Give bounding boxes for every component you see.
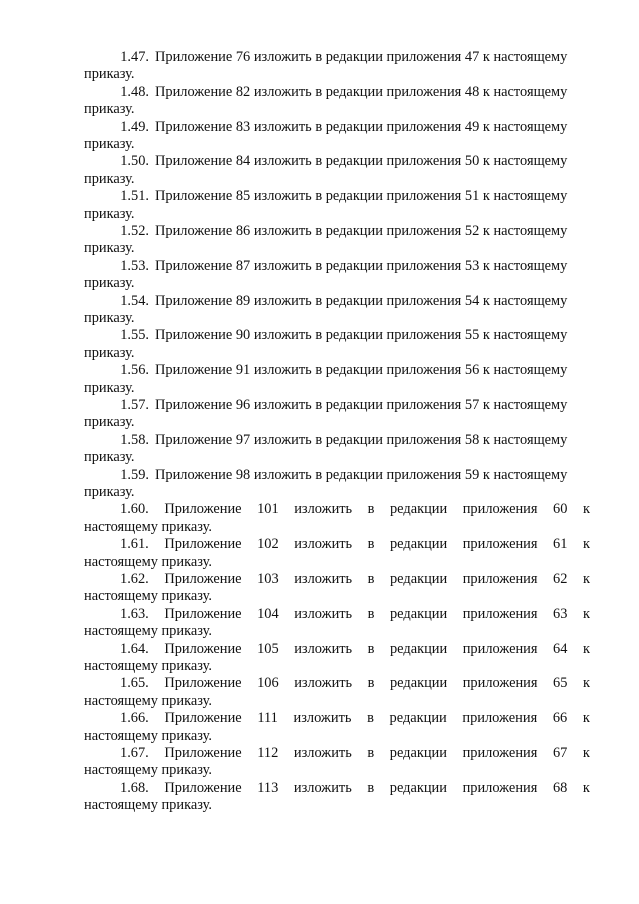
item-number: 1.61. (120, 536, 149, 553)
item-word: Приложение (164, 779, 242, 796)
item-word: 101 (257, 501, 279, 518)
item-text: Приложение 83 изложить в редакции приложения 49 к настоящему (155, 118, 568, 135)
order-items-list (84, 49, 590, 815)
item-first-line (84, 188, 590, 205)
item-word: в (367, 744, 375, 761)
item-first-line (84, 362, 590, 379)
item-number: 1.53. (120, 257, 149, 274)
item-word: Приложение (164, 570, 242, 587)
item-word: в (367, 640, 375, 657)
item-word: в (367, 570, 375, 587)
item-first-line (84, 571, 590, 588)
item-number: 1.57. (120, 396, 149, 413)
item-word: Приложение (164, 501, 242, 518)
item-word: приложения (462, 640, 538, 657)
item-word: 105 (257, 640, 279, 657)
item-word: 112 (257, 744, 279, 761)
item-continuation: настоящему приказу. (84, 797, 212, 814)
list-item (84, 606, 590, 641)
item-word: 103 (257, 570, 279, 587)
item-number: 1.47. (120, 49, 149, 65)
item-word: к (582, 675, 590, 692)
item-first-line (84, 223, 590, 240)
item-text: Приложение 85 изложить в редакции приложения 51 к настоящему (155, 188, 568, 205)
item-word: 106 (257, 675, 279, 692)
item-word: приложения (462, 675, 538, 692)
item-first-line (84, 606, 590, 623)
item-word: к (582, 501, 590, 518)
item-continuation: настоящему приказу. (84, 727, 212, 744)
item-text: Приложение 90 изложить в редакции приложения 55 к настоящему (155, 327, 568, 344)
item-word: 113 (257, 779, 279, 796)
item-word: 60 (553, 501, 568, 518)
item-first-line (84, 641, 590, 658)
item-first-line (84, 501, 590, 518)
item-first-line (84, 153, 590, 170)
item-word: изложить (294, 605, 353, 622)
item-continuation: настоящему приказу. (84, 623, 212, 640)
item-word: изложить (294, 675, 353, 692)
item-text: Приложение 82 изложить в редакции приложения 48 к настоящему (155, 83, 568, 100)
item-word: изложить (294, 501, 353, 518)
item-word: в (367, 779, 375, 796)
item-word: редакции (389, 640, 448, 657)
list-item (84, 327, 590, 362)
item-word: Приложение (164, 536, 242, 553)
list-item (84, 780, 590, 815)
item-number: 1.48. (120, 83, 149, 100)
list-item (84, 536, 590, 571)
item-first-line (84, 675, 590, 692)
item-number: 1.67. (120, 744, 149, 761)
item-word: редакции (389, 570, 448, 587)
item-word: 62 (553, 570, 568, 587)
list-item (84, 119, 590, 154)
item-word: 66 (552, 710, 568, 727)
item-number: 1.63. (120, 605, 149, 622)
item-number: 1.58. (120, 431, 149, 448)
item-number: 1.50. (120, 153, 149, 170)
item-word: 68 (552, 779, 568, 796)
item-first-line (84, 536, 590, 553)
item-word: к (582, 536, 590, 553)
item-text: Приложение 86 изложить в редакции приложения 52 к настоящему (155, 222, 568, 239)
item-word: 102 (257, 536, 279, 553)
item-text: Приложение 84 изложить в редакции приложения 50 к настоящему (155, 153, 568, 170)
item-word: в (367, 605, 375, 622)
list-item (84, 362, 590, 397)
item-first-line (84, 467, 590, 484)
item-word: редакции (389, 501, 448, 518)
list-item (84, 467, 590, 502)
item-word: в (367, 675, 375, 692)
item-continuation: приказу. (84, 275, 135, 292)
item-continuation: приказу. (84, 344, 135, 361)
item-continuation: приказу. (84, 483, 135, 500)
item-word: к (582, 744, 590, 761)
item-word: изложить (294, 570, 353, 587)
item-word: приложения (462, 779, 538, 796)
item-first-line (84, 710, 590, 727)
item-continuation: настоящему приказу. (84, 762, 212, 779)
item-word: приложения (462, 710, 538, 727)
item-number: 1.65. (120, 675, 149, 692)
item-first-line (84, 119, 590, 136)
item-continuation: приказу. (84, 449, 135, 466)
list-item (84, 745, 590, 780)
item-word: к (582, 605, 590, 622)
item-first-line (84, 432, 590, 449)
item-first-line (84, 84, 590, 101)
item-word: приложения (462, 501, 538, 518)
item-number: 1.64. (120, 640, 149, 657)
item-word: 111 (257, 710, 278, 727)
item-word: изложить (293, 779, 352, 796)
item-number: 1.60. (120, 501, 149, 518)
item-first-line (84, 397, 590, 414)
item-word: Приложение (164, 744, 242, 761)
list-item (84, 710, 590, 745)
item-number: 1.62. (120, 570, 149, 587)
item-text: Приложение 97 изложить в редакции приложения 58 к настоящему (155, 431, 568, 448)
item-first-line (84, 49, 590, 66)
item-word: 64 (553, 640, 568, 657)
item-continuation: настоящему приказу. (84, 588, 212, 605)
list-item (84, 188, 590, 223)
item-word: Приложение (164, 710, 242, 727)
item-word: редакции (389, 710, 447, 727)
item-word: редакции (389, 536, 448, 553)
item-number: 1.66. (120, 710, 149, 727)
item-text: Приложение 91 изложить в редакции приложения 56 к настоящему (155, 362, 568, 379)
item-continuation: приказу. (84, 170, 135, 187)
item-word: изложить (294, 536, 353, 553)
item-number: 1.54. (120, 292, 149, 309)
item-number: 1.59. (120, 466, 149, 483)
list-item (84, 153, 590, 188)
list-item (84, 432, 590, 467)
item-word: приложения (462, 605, 538, 622)
item-continuation: приказу. (84, 309, 135, 326)
item-word: редакции (389, 675, 448, 692)
item-word: в (367, 501, 375, 518)
item-word: изложить (293, 744, 352, 761)
item-text: Приложение 76 изложить в редакции приложения 47 к настоящему (155, 49, 568, 65)
item-word: в (367, 710, 374, 727)
item-word: в (367, 536, 375, 553)
item-word: к (582, 710, 590, 727)
item-word: к (582, 779, 590, 796)
item-text: Приложение 87 изложить в редакции приложения 53 к настоящему (155, 257, 568, 274)
item-text: Приложение 89 изложить в редакции приложения 54 к настоящему (155, 292, 568, 309)
item-word: редакции (389, 744, 447, 761)
item-continuation: настоящему приказу. (84, 553, 212, 570)
item-word: к (582, 640, 590, 657)
item-word: приложения (462, 570, 538, 587)
item-word: 67 (552, 744, 568, 761)
item-number: 1.51. (120, 188, 149, 205)
item-continuation: настоящему приказу. (84, 692, 212, 709)
list-item (84, 49, 590, 84)
item-number: 1.49. (120, 118, 149, 135)
list-item (84, 501, 590, 536)
item-first-line (84, 293, 590, 310)
list-item (84, 293, 590, 328)
item-word: к (582, 570, 590, 587)
item-word: Приложение (164, 605, 242, 622)
item-first-line (84, 780, 590, 797)
item-word: изложить (294, 640, 353, 657)
item-word: 63 (553, 605, 568, 622)
item-number: 1.55. (120, 327, 149, 344)
item-continuation: настоящему приказу. (84, 518, 212, 535)
item-word: приложения (462, 536, 538, 553)
item-first-line (84, 327, 590, 344)
item-word: Приложение (164, 640, 242, 657)
list-item (84, 641, 590, 676)
item-first-line (84, 258, 590, 275)
item-word: 61 (553, 536, 568, 553)
item-number: 1.56. (120, 362, 149, 379)
item-continuation: приказу. (84, 240, 135, 257)
list-item (84, 223, 590, 258)
item-continuation: приказу. (84, 136, 135, 152)
list-item (84, 258, 590, 293)
item-text: Приложение 98 изложить в редакции приложения 59 к настоящему (155, 466, 568, 483)
item-word: 65 (553, 675, 568, 692)
item-text: Приложение 96 изложить в редакции приложения 57 к настоящему (155, 396, 568, 413)
list-item (84, 84, 590, 119)
item-continuation: приказу. (84, 414, 135, 431)
item-continuation: приказу. (84, 66, 135, 83)
item-word: Приложение (164, 675, 242, 692)
item-word: приложения (462, 744, 538, 761)
item-number: 1.52. (120, 222, 149, 239)
item-continuation: приказу. (84, 101, 135, 118)
list-item (84, 397, 590, 432)
item-word: редакции (389, 779, 447, 796)
item-continuation: приказу. (84, 379, 135, 396)
list-item (84, 675, 590, 710)
item-continuation: настоящему приказу. (84, 657, 212, 674)
item-word: изложить (293, 710, 352, 727)
list-item (84, 571, 590, 606)
item-number: 1.68. (120, 779, 149, 796)
item-first-line (84, 745, 590, 762)
item-word: редакции (389, 605, 448, 622)
item-word: 104 (257, 605, 279, 622)
item-continuation: приказу. (84, 205, 135, 222)
